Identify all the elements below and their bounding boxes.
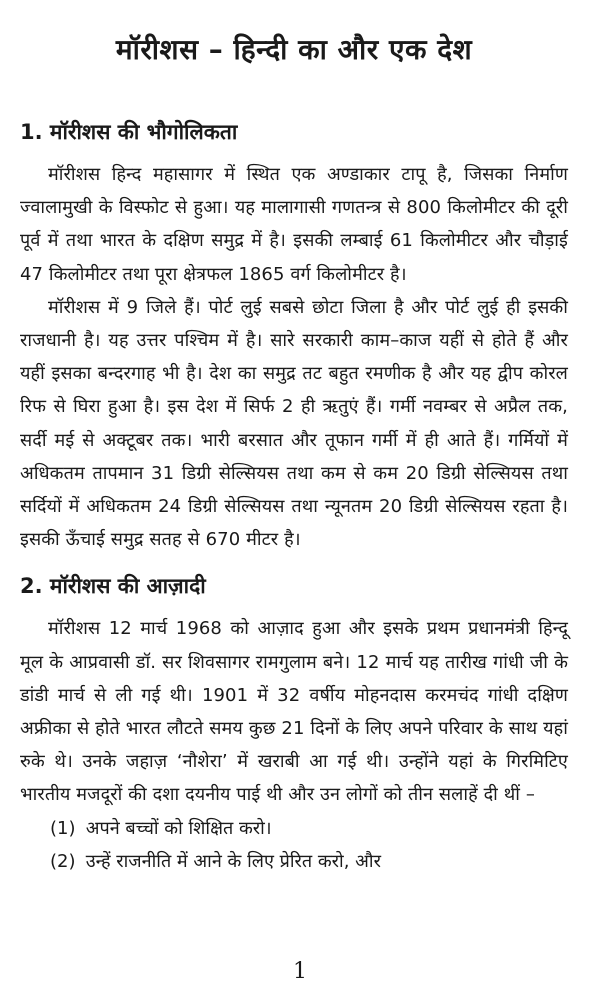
list-item-number: (2) [50, 850, 76, 872]
paragraph-geography-2: मॉरीशस में 9 जिले हैं। पोर्ट लुई सबसे छोटा जिला है और पोर्ट लुई ही इसकी राजधानी है। यह उत्तर पश्चिम में है। सारे सरकारी काम–काज यहीं से होते हैं और यहीं इसका बन्दरगाह भी है। देश का समुद्र तट बहुत रमणीक है और यह द्वीप कोरल रिफ से घिरा हुआ है। इस देश में सिर्फ 2 ही ऋतुएं हैं। गर्मी नवम्बर से अप्रैल तक, सर्दी मई से अक्टूबर तक। भारी बरसात और तूफान गर्मी में ही आते हैं। गर्मियों में अधिकतम तापमान 31 डिग्री सेल्सियस तथा कम से कम 20 डिग्री सेल्सियस तथा सर्दियों में अधिकतम 24 डिग्री सेल्सियस तथा न्यूनतम 20 डिग्री सेल्सियस रहता है। इसकी ऊँचाई समुद्र सतह से 670 मीटर है। [20, 296, 568, 551]
list-item-text: उन्हें राजनीति में आने के लिए प्रेरित करो, और [85, 850, 381, 872]
list-item-text: अपने बच्चों को शिक्षित करो। [85, 817, 272, 839]
list-item [50, 845, 568, 878]
list-item-number: (1) [50, 817, 76, 839]
advice-list [20, 812, 568, 878]
page-number: 1 [293, 959, 307, 984]
section-heading-geography: 1. मॉरीशस की भौगोलिकता [20, 120, 238, 144]
paragraph-geography-1: मॉरीशस हिन्द महासागर में स्थित एक अण्डाकार टापू है, जिसका निर्माण ज्वालामुखी के विस्फोट से हुआ। यह मालागासी गणतन्त्र से 800 किलोमीटर की दूरी पूर्व में तथा भारत के दक्षिण समुद्र में है। इसकी लम्बाई 61 किलोमीटर और चौड़ाई 47 किलोमीटर तथा पूरा क्षेत्रफल 1865 वर्ग किलोमीटर है। [20, 164, 568, 285]
section-geography [20, 116, 568, 556]
paragraph-independence-1: मॉरीशस 12 मार्च 1968 को आज़ाद हुआ और इसके प्रथम प्रधानमंत्री हिन्दू मूल के आप्रवासी डॉ. सर शिवसागर रामगुलाम बने। 12 मार्च यह तारीख गांधी जी के डांडी मार्च से ली गई थी। 1901 में 32 वर्षीय मोहनदास करमचंद गांधी दक्षिण अफ्रीका से होते भारत लौटते समय कुछ 21 दिनों के लिए अपने परिवार के साथ यहां रुके थे। उनके जहाज़ ‘नौशेरा’ में खराबी आ गई थी। उन्होंने यहां के गिरमिटिए भारतीय मजदूरों की दशा दयनीय पाई थी और उन लोगों को तीन सलाहें दी थीं – [20, 618, 568, 806]
page-title: मॉरीशस – हिन्दी का और एक देश [115, 33, 473, 66]
section-independence [20, 570, 568, 878]
section-heading-independence: 2. मॉरीशस की आज़ादी [20, 574, 206, 599]
list-item [50, 812, 568, 845]
